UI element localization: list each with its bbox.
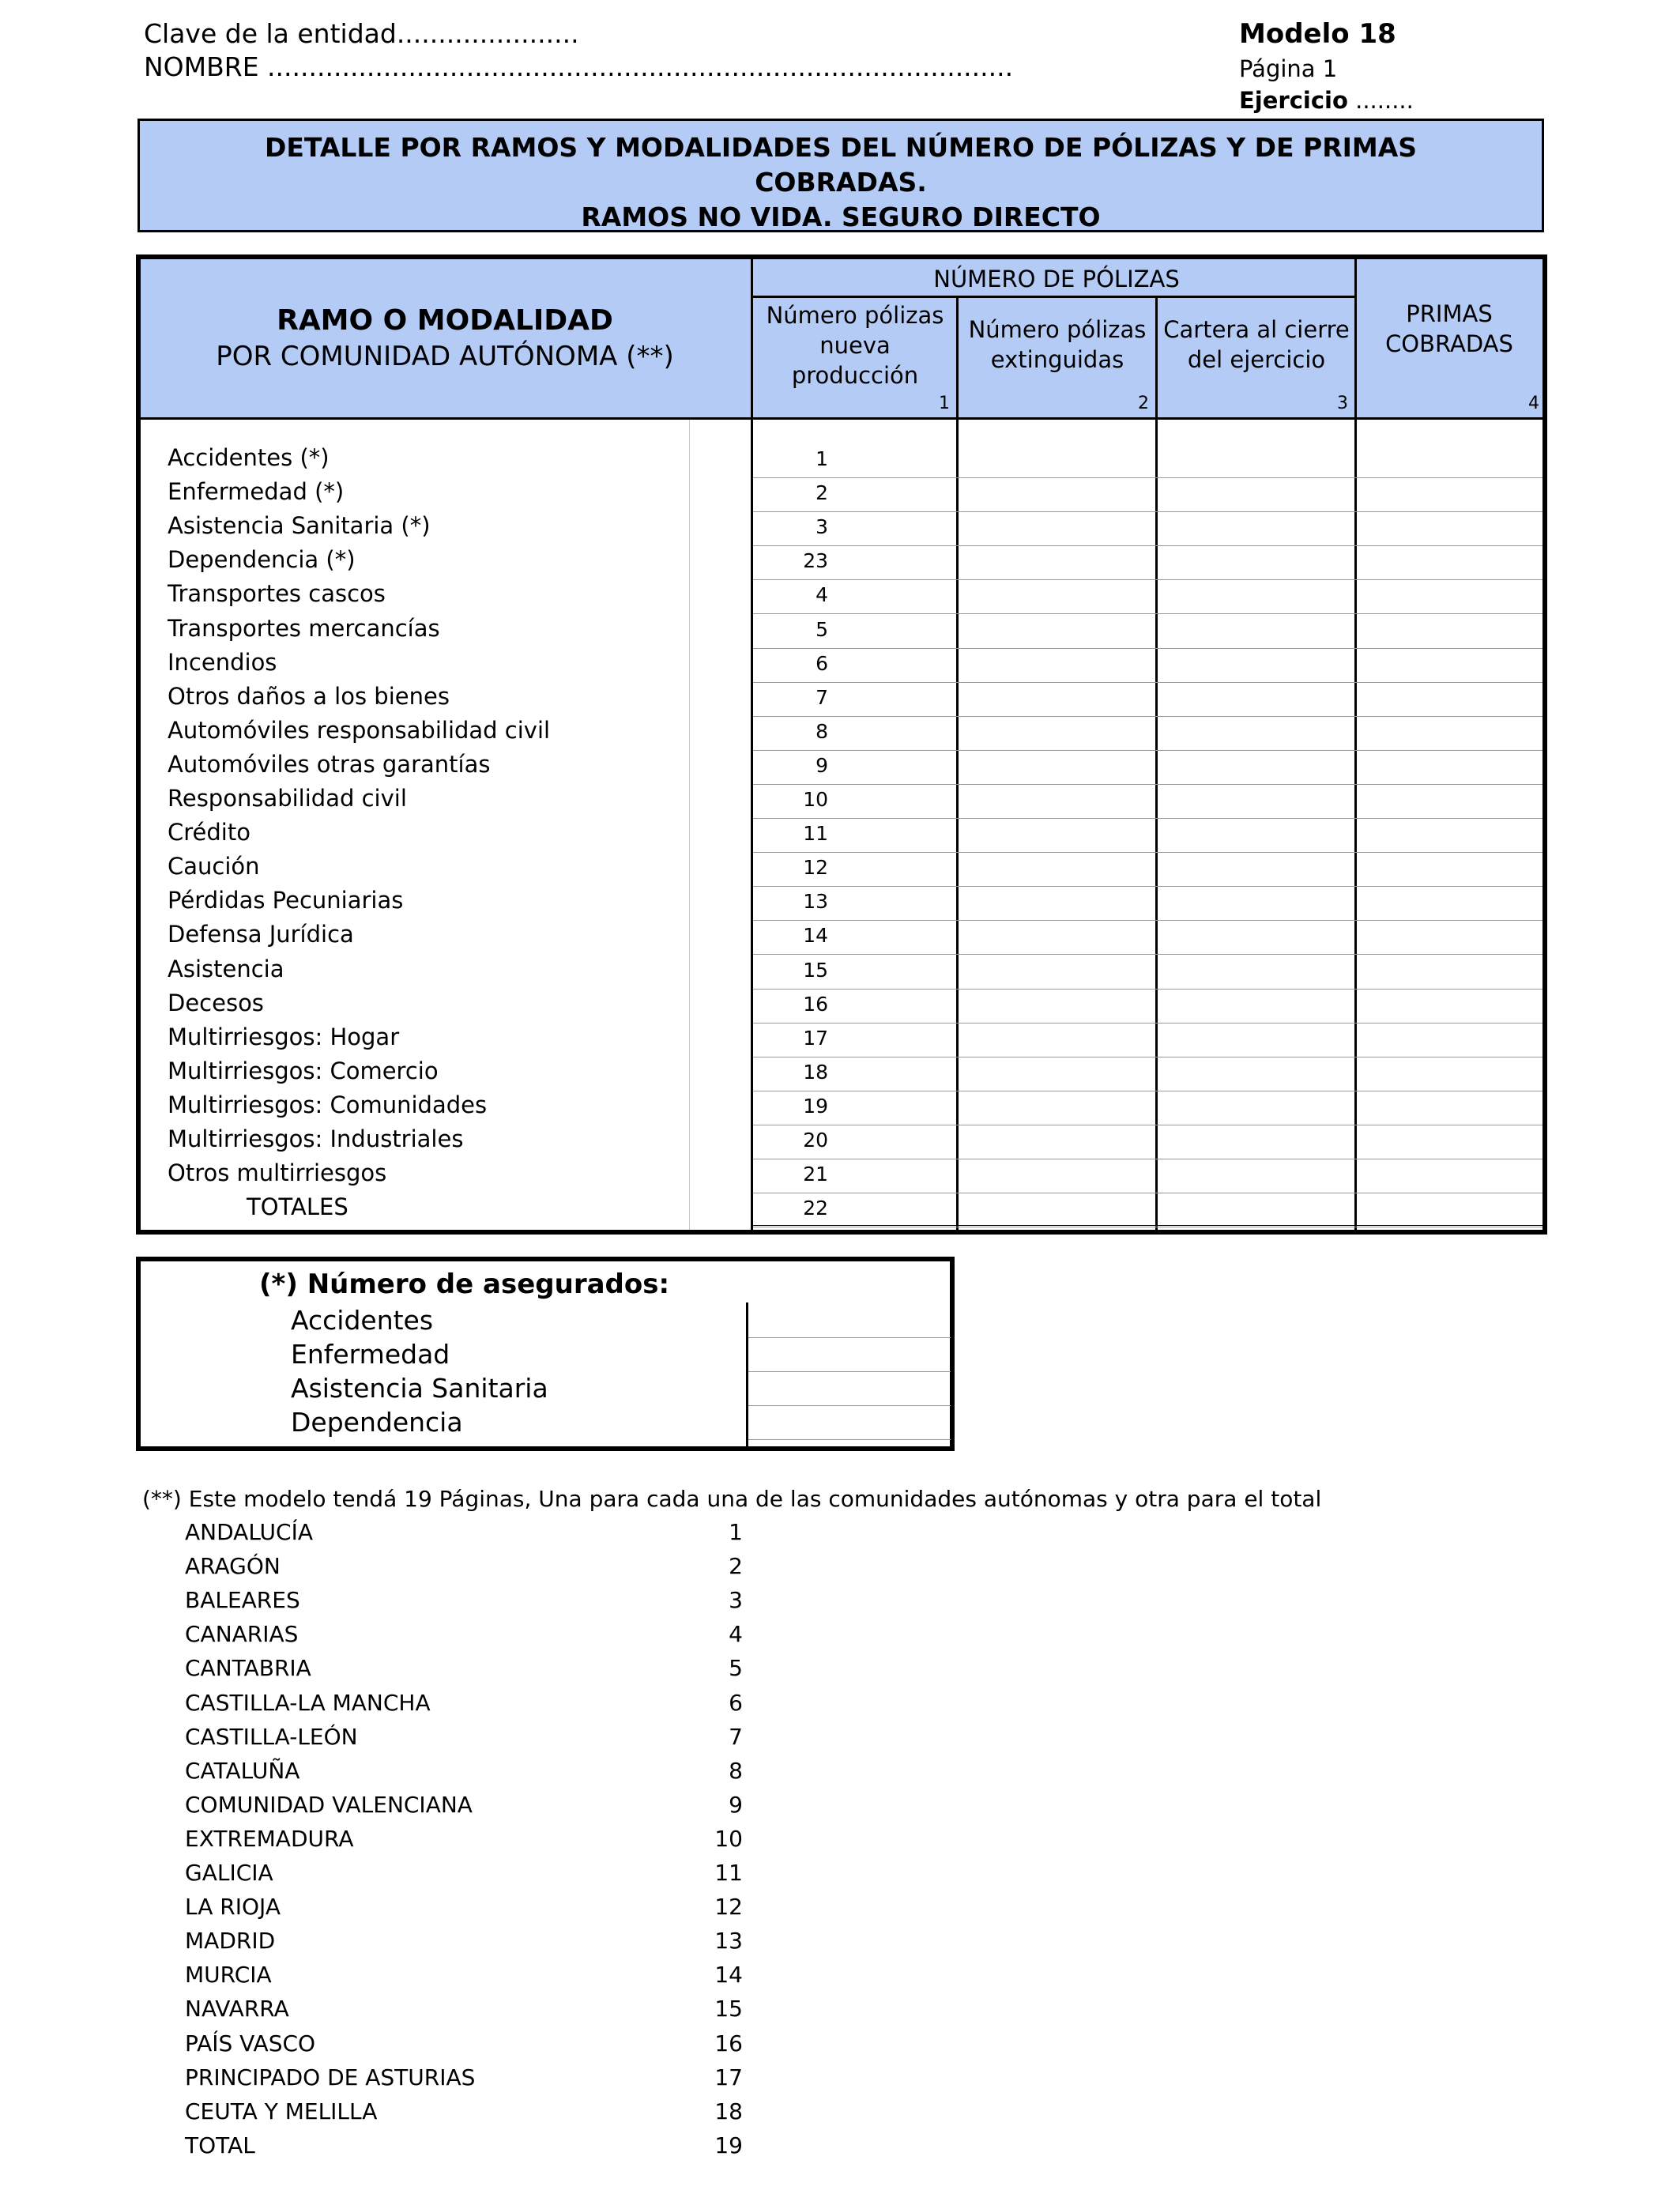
- input-cell-col-1[interactable]: [753, 1159, 956, 1193]
- input-cell-col-2[interactable]: [959, 546, 1155, 579]
- row-label: Crédito: [168, 819, 250, 846]
- col-1-line-3: producción: [791, 362, 919, 389]
- asegurados-item-label: Accidentes: [291, 1305, 434, 1336]
- input-cell-col-4[interactable]: [1357, 1125, 1543, 1159]
- region-number: 5: [729, 1655, 743, 1682]
- input-cell-col-2[interactable]: [959, 683, 1155, 716]
- input-cell-col-4[interactable]: [1357, 512, 1543, 545]
- region-number: 17: [714, 2064, 743, 2090]
- input-cell-col-4[interactable]: [1357, 853, 1543, 886]
- input-cell-col-3[interactable]: [1158, 615, 1354, 648]
- numero-polizas-group-header: NÚMERO DE PÓLIZAS: [933, 266, 1180, 292]
- asegurados-item-label: Enfermedad: [291, 1339, 450, 1370]
- input-cell-col-3[interactable]: [1158, 649, 1354, 682]
- input-cell-col-3[interactable]: [1158, 990, 1354, 1023]
- input-cell-col-3[interactable]: [1158, 956, 1354, 989]
- input-cell-col-4[interactable]: [1357, 1023, 1543, 1057]
- col-number-4: 4: [1528, 394, 1539, 413]
- input-cell-col-4[interactable]: [1357, 785, 1543, 818]
- region-name: COMUNIDAD VALENCIANA: [185, 1791, 473, 1818]
- region-number: 18: [714, 2098, 743, 2124]
- row-label: Asistencia: [168, 955, 284, 982]
- row-number: 7: [816, 685, 828, 709]
- input-cell-col-4[interactable]: [1357, 546, 1543, 579]
- ejercicio-label: [1239, 85, 1414, 115]
- input-cell-col-2[interactable]: [959, 853, 1155, 886]
- footnote-text: (**) Este modelo tendá 19 Páginas, Una para cada una de las comunidades autónomas y otra para el total: [142, 1486, 1322, 1512]
- page-title: [137, 119, 1544, 232]
- input-cell-col-3[interactable]: [1158, 1023, 1354, 1057]
- region-number: 15: [714, 1996, 743, 2022]
- col-header-primas: [1356, 299, 1543, 359]
- col-4-line-2: COBRADAS: [1385, 330, 1513, 357]
- input-cell-col-1[interactable]: [753, 751, 956, 784]
- input-cell-col-4[interactable]: [1357, 751, 1543, 784]
- input-cell-col-3[interactable]: [1158, 819, 1354, 852]
- input-cell-col-1[interactable]: [753, 1023, 956, 1057]
- row-label: TOTALES: [247, 1193, 348, 1221]
- vline-row-number: [689, 420, 690, 1230]
- row-number: 17: [803, 1026, 828, 1050]
- input-cell-col-1[interactable]: [753, 819, 956, 852]
- row-label: Decesos: [168, 989, 264, 1016]
- region-number: 6: [729, 1689, 743, 1716]
- col-2-line-1: Número pólizas: [968, 316, 1147, 343]
- input-cell-col-2[interactable]: [959, 751, 1155, 784]
- input-cell-col-2[interactable]: [959, 921, 1155, 954]
- region-name: EXTREMADURA: [185, 1825, 354, 1852]
- row-number: 11: [803, 822, 828, 846]
- pagina-label: Página 1: [1239, 55, 1338, 82]
- region-number: 14: [714, 1962, 743, 1989]
- asegurados-input-cell[interactable]: [748, 1338, 951, 1371]
- input-cell-col-4[interactable]: [1357, 921, 1543, 954]
- title-line-1: DETALLE POR RAMOS Y MODALIDADES DEL NÚMERO DE PÓLIZAS Y DE PRIMAS: [264, 132, 1418, 163]
- region-number: 8: [729, 1757, 743, 1784]
- input-cell-col-4[interactable]: [1357, 990, 1543, 1023]
- row-label: Otros multirriesgos: [168, 1159, 387, 1187]
- input-cell-col-2[interactable]: [959, 990, 1155, 1023]
- group-header-line: [752, 296, 1356, 298]
- region-name: CASTILLA-LA MANCHA: [185, 1689, 431, 1716]
- input-cell-col-2[interactable]: [959, 1159, 1155, 1193]
- row-label: Dependencia (*): [168, 546, 356, 574]
- title-line-2: COBRADAS.: [755, 167, 927, 198]
- ejercicio-dots: ........: [1355, 87, 1414, 114]
- row-label: Caución: [168, 853, 260, 880]
- input-cell-col-1[interactable]: [753, 717, 956, 750]
- input-cell-col-4[interactable]: [1357, 956, 1543, 989]
- row-label: Transportes mercancías: [168, 614, 440, 642]
- row-label: Transportes cascos: [168, 580, 386, 608]
- row-number: 12: [803, 856, 828, 880]
- row-label: Otros daños a los bienes: [168, 682, 450, 710]
- row-number: 13: [803, 890, 828, 914]
- region-name: GALICIA: [185, 1860, 273, 1886]
- region-name: LA RIOJA: [185, 1894, 281, 1921]
- input-cell-col-4[interactable]: [1357, 580, 1543, 613]
- asegurados-item-label: Dependencia: [291, 1407, 463, 1438]
- input-cell-col-1[interactable]: [753, 580, 956, 613]
- col-3-line-2: del ejercicio: [1187, 346, 1326, 373]
- ramo-subtitle: POR COMUNIDAD AUTÓNOMA (**): [216, 341, 674, 372]
- input-cell-col-4[interactable]: [1357, 1159, 1543, 1193]
- row-label: Asistencia Sanitaria (*): [168, 512, 431, 540]
- row-number: 4: [816, 583, 828, 607]
- input-cell-col-1[interactable]: [753, 1125, 956, 1159]
- row-label: Pérdidas Pecuniarias: [168, 887, 404, 914]
- region-number: 7: [729, 1723, 743, 1750]
- header-bottom-line: [141, 417, 1543, 420]
- row-number: 23: [803, 549, 828, 573]
- input-cell-col-2[interactable]: [959, 717, 1155, 750]
- region-name: BALEARES: [185, 1587, 300, 1614]
- input-cell-col-4[interactable]: [1357, 887, 1543, 920]
- input-cell-col-3[interactable]: [1158, 853, 1354, 886]
- region-number: 12: [714, 1894, 743, 1921]
- row-number: 9: [816, 753, 828, 777]
- asegurados-input-cell[interactable]: [748, 1406, 951, 1439]
- input-cell-col-1[interactable]: [753, 785, 956, 818]
- input-cell-col-1[interactable]: [753, 921, 956, 954]
- input-cell-col-1[interactable]: [753, 615, 956, 648]
- region-number: 11: [714, 1860, 743, 1886]
- row-label: Accidentes (*): [168, 444, 330, 471]
- row-label: Multirriesgos: Comercio: [168, 1057, 439, 1084]
- input-cell-col-1[interactable]: [753, 1057, 956, 1091]
- input-cell-col-4[interactable]: [1357, 1193, 1543, 1227]
- region-name: MURCIA: [185, 1962, 272, 1989]
- region-name: PRINCIPADO DE ASTURIAS: [185, 2064, 476, 2090]
- col-header-nueva-produccion: [752, 300, 958, 390]
- input-cell-col-4[interactable]: [1357, 683, 1543, 716]
- row-number: 18: [803, 1060, 828, 1084]
- region-name: NAVARRA: [185, 1996, 289, 2022]
- input-cell-col-2[interactable]: [959, 478, 1155, 511]
- asegurados-input-cell[interactable]: [748, 1372, 951, 1405]
- region-number: 19: [714, 2132, 743, 2158]
- input-cell-col-1[interactable]: [753, 887, 956, 920]
- col-1-line-2: nueva: [819, 332, 891, 359]
- input-cell-col-1[interactable]: [753, 512, 956, 545]
- asegurados-title: (*) Número de asegurados:: [259, 1269, 670, 1300]
- row-label: Automóviles otras garantías: [168, 750, 491, 778]
- row-number: 10: [803, 788, 828, 811]
- input-cell-col-2[interactable]: [959, 1125, 1155, 1159]
- row-label: Defensa Jurídica: [168, 921, 354, 948]
- modelo-label: Modelo 18: [1239, 18, 1396, 50]
- input-cell-col-4[interactable]: [1357, 819, 1543, 852]
- row-number: 3: [816, 515, 828, 539]
- input-cell-col-4[interactable]: [1357, 1091, 1543, 1125]
- input-cell-col-2[interactable]: [959, 819, 1155, 852]
- region-name: MADRID: [185, 1928, 276, 1955]
- input-cell-col-2[interactable]: [959, 1057, 1155, 1091]
- row-number: 6: [816, 651, 828, 675]
- region-name: ANDALUCÍA: [185, 1519, 313, 1545]
- row-number: 2: [816, 481, 828, 505]
- asegurados-box: [136, 1257, 955, 1451]
- col-header-extinguidas: [958, 315, 1157, 375]
- col-3-line-1: Cartera al cierre: [1163, 316, 1350, 343]
- row-number: 21: [803, 1163, 828, 1186]
- asegurados-separator: [748, 1439, 951, 1440]
- row-number: 15: [803, 958, 828, 982]
- input-cell-col-2[interactable]: [959, 785, 1155, 818]
- input-cell-col-1[interactable]: [753, 1193, 956, 1227]
- input-cell-col-3[interactable]: [1158, 751, 1354, 784]
- input-cell-col-4[interactable]: [1357, 1057, 1543, 1091]
- input-cell-col-1[interactable]: [753, 444, 956, 477]
- col-header-cartera: [1157, 315, 1356, 375]
- region-number: 3: [729, 1587, 743, 1614]
- row-number: 1: [816, 447, 828, 470]
- input-cell-col-3[interactable]: [1158, 1159, 1354, 1193]
- input-cell-col-4[interactable]: [1357, 478, 1543, 511]
- totals-double-line: [753, 1225, 1543, 1226]
- input-cell-col-2[interactable]: [959, 1091, 1155, 1125]
- input-cell-col-3[interactable]: [1158, 921, 1354, 954]
- row-label: Automóviles responsabilidad civil: [168, 716, 551, 744]
- region-name: ARAGÓN: [185, 1553, 281, 1580]
- input-cell-col-4[interactable]: [1357, 717, 1543, 750]
- asegurados-item-label: Asistencia Sanitaria: [291, 1373, 548, 1404]
- row-number: 22: [803, 1197, 828, 1220]
- col-number-2: 2: [1138, 394, 1149, 413]
- input-cell-col-3[interactable]: [1158, 444, 1354, 477]
- input-cell-col-3[interactable]: [1158, 683, 1354, 716]
- region-number: 2: [729, 1553, 743, 1580]
- row-number: 8: [816, 719, 828, 743]
- asegurados-input-cell[interactable]: [748, 1304, 951, 1337]
- col-2-line-2: extinguidas: [990, 346, 1124, 373]
- input-cell-col-2[interactable]: [959, 512, 1155, 545]
- ramo-title: RAMO O MODALIDAD: [277, 304, 613, 337]
- input-cell-col-3[interactable]: [1158, 717, 1354, 750]
- region-name: TOTAL: [185, 2132, 255, 2158]
- region-number: 9: [729, 1791, 743, 1818]
- region-name: CEUTA Y MELILLA: [185, 2098, 378, 2124]
- main-table: [136, 254, 1547, 1235]
- col-number-3: 3: [1337, 394, 1348, 413]
- row-label: Responsabilidad civil: [168, 785, 407, 812]
- col-number-1: 1: [939, 394, 950, 413]
- row-label: Incendios: [168, 648, 277, 676]
- row-label: Multirriesgos: Industriales: [168, 1125, 464, 1152]
- region-name: CANARIAS: [185, 1621, 299, 1648]
- input-cell-col-3[interactable]: [1158, 478, 1354, 511]
- input-cell-col-2[interactable]: [959, 956, 1155, 989]
- input-cell-col-4[interactable]: [1357, 649, 1543, 682]
- input-cell-col-3[interactable]: [1158, 785, 1354, 818]
- input-cell-col-3[interactable]: [1158, 887, 1354, 920]
- input-cell-col-3[interactable]: [1158, 546, 1354, 579]
- nombre-label: NOMBRE ..........................................................................................: [144, 51, 1014, 82]
- input-cell-col-2[interactable]: [959, 649, 1155, 682]
- input-cell-col-1[interactable]: [753, 478, 956, 511]
- input-cell-col-1[interactable]: [753, 1091, 956, 1125]
- input-cell-col-2[interactable]: [959, 1023, 1155, 1057]
- input-cell-col-3[interactable]: [1158, 580, 1354, 613]
- input-cell-col-3[interactable]: [1158, 1193, 1354, 1227]
- input-cell-col-2[interactable]: [959, 887, 1155, 920]
- row-label: Multirriesgos: Hogar: [168, 1023, 400, 1050]
- input-cell-col-2[interactable]: [959, 580, 1155, 613]
- input-cell-col-3[interactable]: [1158, 512, 1354, 545]
- region-number: 10: [714, 1825, 743, 1852]
- title-line-3: RAMOS NO VIDA. SEGURO DIRECTO: [581, 202, 1101, 232]
- input-cell-col-2[interactable]: [959, 1193, 1155, 1227]
- input-cell-col-3[interactable]: [1158, 1057, 1354, 1091]
- region-number: 13: [714, 1928, 743, 1955]
- input-cell-col-2[interactable]: [959, 615, 1155, 648]
- col-1-line-1: Número pólizas: [766, 302, 944, 329]
- input-cell-col-2[interactable]: [959, 444, 1155, 477]
- region-name: PAÍS VASCO: [185, 2030, 316, 2056]
- col-4-line-1: PRIMAS: [1406, 300, 1493, 327]
- ejercicio-label-text: Ejercicio: [1239, 87, 1348, 114]
- clave-entidad-label: Clave de la entidad......................: [144, 18, 579, 49]
- region-name: CATALUÑA: [185, 1757, 300, 1784]
- row-number: 5: [816, 617, 828, 641]
- region-number: 1: [729, 1519, 743, 1545]
- input-cell-col-4[interactable]: [1357, 444, 1543, 477]
- ramo-header: [141, 303, 749, 375]
- row-label: Enfermedad (*): [168, 478, 345, 506]
- row-number: 19: [803, 1094, 828, 1118]
- input-cell-col-1[interactable]: [753, 990, 956, 1023]
- input-cell-col-1[interactable]: [753, 956, 956, 989]
- row-label: Multirriesgos: Comunidades: [168, 1091, 488, 1118]
- input-cell-col-1[interactable]: [753, 546, 956, 579]
- region-number: 16: [714, 2030, 743, 2056]
- region-name: CASTILLA-LEÓN: [185, 1723, 358, 1750]
- region-number: 4: [729, 1621, 743, 1648]
- row-number: 14: [803, 924, 828, 948]
- input-cell-col-3[interactable]: [1158, 1125, 1354, 1159]
- region-name: CANTABRIA: [185, 1655, 311, 1682]
- input-cell-col-4[interactable]: [1357, 615, 1543, 648]
- row-number: 20: [803, 1129, 828, 1152]
- input-cell-col-3[interactable]: [1158, 1091, 1354, 1125]
- input-cell-col-1[interactable]: [753, 853, 956, 886]
- input-cell-col-1[interactable]: [753, 683, 956, 716]
- input-cell-col-1[interactable]: [753, 649, 956, 682]
- row-number: 16: [803, 992, 828, 1016]
